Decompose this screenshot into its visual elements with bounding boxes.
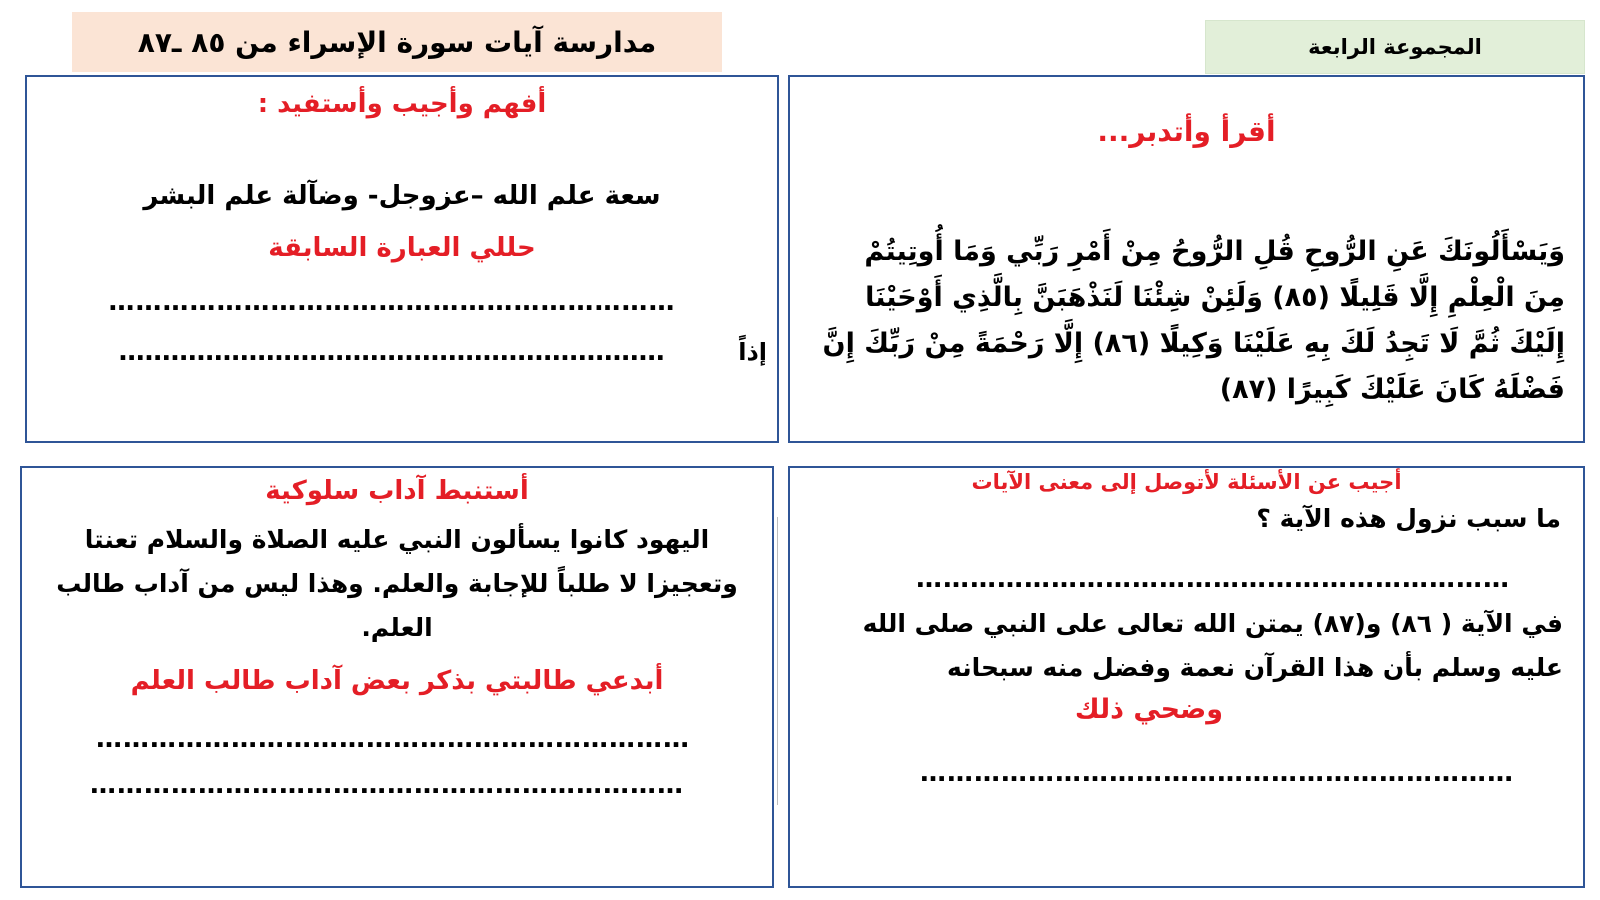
page-title: مدارسة آيات سورة الإسراء من ٨٥ ـ٨٧ (72, 12, 722, 72)
questions-heading: أجيب عن الأسئلة لأتوصل إلى معنى الآيات (971, 470, 1402, 494)
understand-panel (25, 75, 779, 443)
answer-line[interactable]: ……………………………………………………… (118, 337, 665, 367)
answer-line[interactable]: ………………………………………………………… (920, 758, 1514, 788)
question-2: في الآية ( ٨٦) و(٨٧) يمتن الله تعالى على النبي صلى الله عليه وسلم بأن هذا القرآن نعمة وفضل منه سبحانه (862, 609, 1563, 682)
conclusion-label: إذاً (738, 338, 767, 366)
etiquette-paragraph: اليهود كانوا يسألون النبي عليه الصلاة والسلام تعنتا وتعجيزا لا طلباً للإجابة والعلم. وهذا ليس من آداب طالب العلم. (56, 525, 738, 642)
knowledge-statement: سعة علم الله –عزوجل- وضآلة علم البشر (143, 181, 661, 211)
answer-line[interactable]: ……………………………………………………… (108, 287, 676, 317)
answer-line[interactable]: ………………………………………………………… (96, 724, 690, 754)
divider (777, 517, 778, 805)
read-reflect-heading: أقرأ وأتدبر... (1097, 115, 1276, 148)
etiquette-heading: أستنبط آداب سلوكية (265, 476, 529, 506)
answer-line[interactable]: ………………………………………………………… (90, 770, 684, 800)
read-reflect-panel (788, 75, 1585, 443)
etiquette-instruction: أبدعي طالبتي بذكر بعض آداب طالب العلم (130, 666, 664, 696)
quran-verses: وَيَسْأَلُونَكَ عَنِ الرُّوحِ قُلِ الرُّوحُ مِنْ أَمْرِ رَبِّي وَمَا أُوتِيتُمْ مِنَ الْعِلْمِ إِلَّا قَلِيلًا (٨٥) وَلَئِنْ شِئْنَا لَنَذْهَبَنَّ بِالَّذِي أَوْحَيْنَا إِلَيْكَ ثُمَّ لَا تَجِدُ لَكَ بِهِ عَلَيْنَا وَكِيلًا (٨٦) إِلَّا رَحْمَةً مِنْ رَبِّكَ إِنَّ فَضْلَهُ كَانَ عَلَيْكَ كَبِيرًا (٨٧) (822, 236, 1565, 405)
understand-heading: أفهم وأجيب وأستفيد : (257, 89, 547, 119)
question-1: ما سبب نزول هذه الآية ؟ (1256, 504, 1561, 533)
answer-line[interactable]: ………………………………………………………… (916, 564, 1510, 594)
group-label: المجموعة الرابعة (1205, 20, 1585, 74)
analyze-instruction: حللي العبارة السابقة (268, 233, 536, 263)
conclusion-row (45, 335, 767, 369)
etiquette-panel (20, 466, 774, 888)
explain-instruction: وضحي ذلك (1074, 694, 1223, 725)
questions-panel (788, 466, 1585, 888)
